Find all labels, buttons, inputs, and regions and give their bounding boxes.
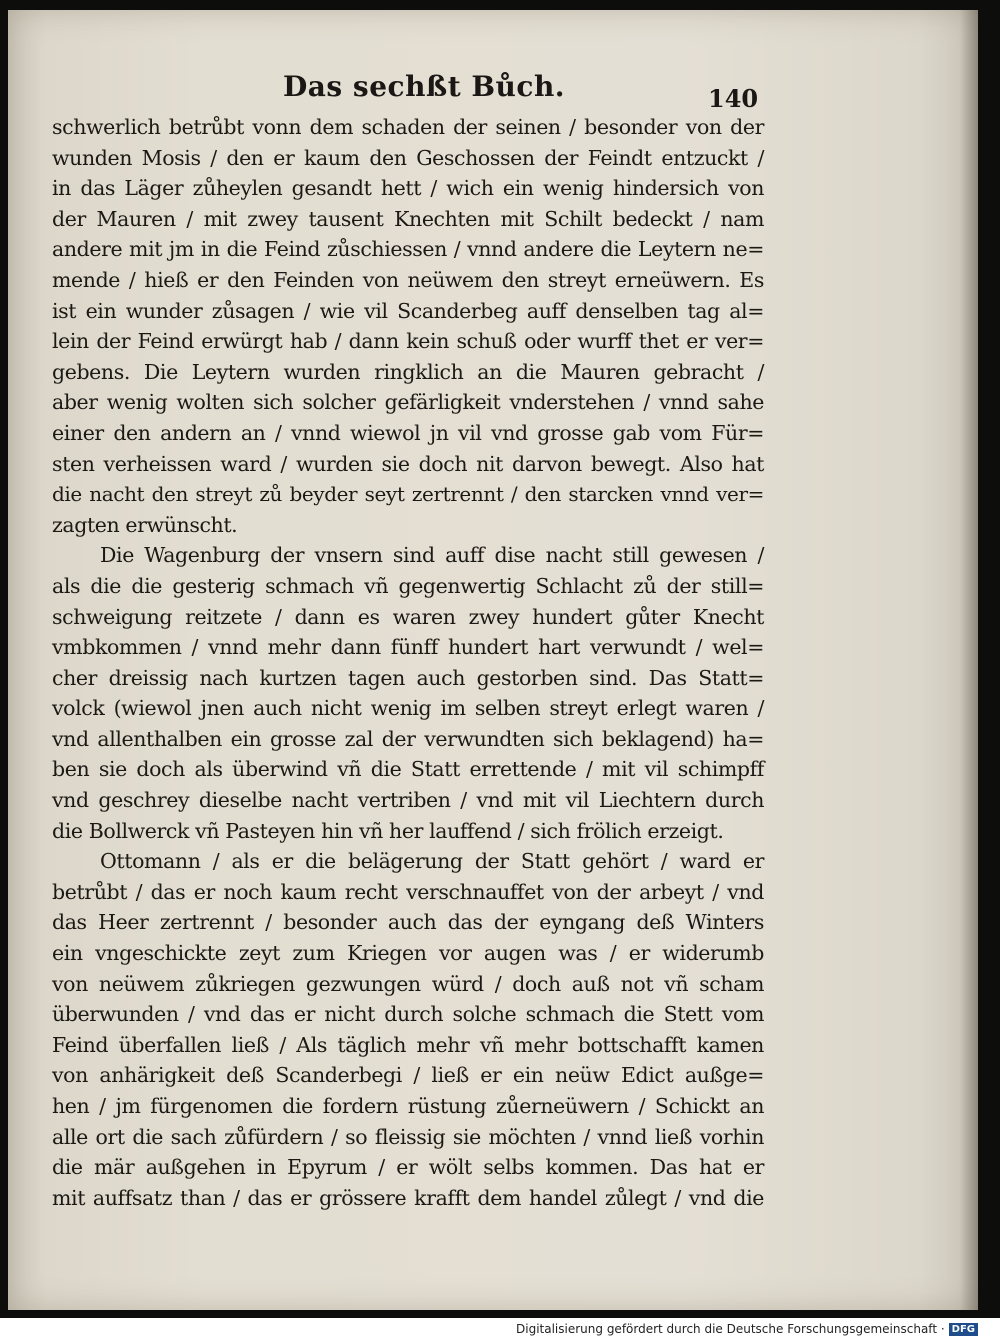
- text-line: betrůbt / das er noch kaum recht verschnauffet von der arbeyt / vnd: [52, 879, 764, 904]
- text-line: lein der Feind erwürgt hab / dann kein schuß oder wurff thet er ver=: [52, 329, 764, 354]
- page-number: 140: [708, 84, 759, 113]
- text-line: ist ein wunder zůsagen / wie vil Scanderbeg auff denselben tag al=: [52, 298, 764, 323]
- text-line: vnd geschrey dieselbe nacht vertriben / vnd mit vil Liechtern durch: [52, 788, 764, 813]
- text-line: volck (wiewol jnen auch nicht wenig im selben streyt erlegt waren /: [52, 696, 764, 721]
- text-line: hen / jm fürgenomen die fordern rüstung zůerneüwern / Schickt an: [52, 1094, 764, 1118]
- footer-credit-text: Digitalisierung gefördert durch die Deutsche Forschungsgemeinschaft ·: [516, 1322, 945, 1336]
- text-line: gebens. Die Leytern wurden ringklich an die Mauren gebracht /: [52, 359, 764, 384]
- text-line: schwerlich betrůbt vonn dem schaden der seinen / besonder von der: [52, 115, 764, 139]
- text-line: wunden Mosis / den er kaum den Geschossen der Feindt entzuckt /: [52, 145, 764, 170]
- text-line: die Bollwerck vñ Pasteyen hin vñ her lauffend / sich frölich erzeigt.: [52, 818, 724, 843]
- text-line: ein vngeschickte zeyt zum Kriegen vor augen was / er widerumb: [52, 941, 764, 966]
- page-edge-shadow: [960, 10, 978, 1310]
- text-line: die nacht den streyt zů beyder seyt zertrennt / den starcken vnnd ver=: [52, 482, 764, 507]
- body-text: [52, 112, 764, 1213]
- text-line: als die die gesterig schmach vñ gegenwertig Schlacht zů der still=: [52, 573, 764, 598]
- text-line: ben sie doch als überwind vñ die Statt errettende / mit vil schimpff: [52, 757, 764, 782]
- text-line: vnd allenthalben ein grosse zal der verwundten sich beklagend) ha=: [52, 726, 764, 751]
- text-line: mit auffsatz than / das er grössere krafft dem handel zůlegt / vnd die: [52, 1185, 764, 1210]
- text-line: das Heer zertrennt / besonder auch das der eyngang deß Winters: [52, 910, 764, 935]
- text-line: schweigung reitzete / dann es waren zwey hundert gůter Knecht: [52, 604, 764, 629]
- text-line: sten verheissen ward / wurden sie doch nit darvon bewegt. Also hat: [52, 451, 764, 476]
- dfg-logo: DFG: [949, 1323, 978, 1336]
- text-line: in das Läger zůheylen gesandt hett / wich ein wenig hindersich von: [52, 176, 764, 201]
- text-line: Ottomann / als er die belägerung der Statt gehört / ward er: [100, 849, 764, 874]
- footer-credit: [516, 1322, 978, 1336]
- text-line: Die Wagenburg der vnsern sind auff dise nacht still gewesen /: [100, 543, 764, 568]
- text-line: vmbkommen / vnnd mehr dann fünff hundert hart verwundt / wel=: [52, 635, 764, 660]
- text-line: Feind überfallen ließ / Als täglich mehr vñ mehr bottschafft kamen: [52, 1032, 764, 1057]
- text-line: cher dreissig nach kurtzen tagen auch gestorben sind. Das Statt=: [52, 665, 764, 690]
- text-line: die mär außgehen in Epyrum / er wölt selbs kommen. Das hat er: [52, 1155, 764, 1180]
- text-line: überwunden / vnd das er nicht durch solche schmach die Stett vom: [52, 1002, 764, 1027]
- text-line: alle ort die sach zůfürdern / so fleissig sie möchten / vnnd ließ vorhin: [52, 1124, 764, 1149]
- text-line: aber wenig wolten sich solcher gefärligkeit vnderstehen / vnnd sahe: [52, 390, 764, 415]
- text-line: andere mit jm in die Feind zůschiessen / vnnd andere die Leytern ne=: [52, 237, 764, 262]
- text-line: von anhärigkeit deß Scanderbegi / ließ er ein neüw Edict außge=: [52, 1063, 764, 1088]
- text-line: zagten erwünscht.: [52, 512, 238, 537]
- text-line: einer den andern an / vnnd wiewol jn vil vnd grosse gab vom Für=: [52, 420, 764, 445]
- text-line: mende / hieß er den Feinden von neüwem den streyt erneüwern. Es: [52, 267, 764, 292]
- text-line: der Mauren / mit zwey tausent Knechten mit Schilt bedeckt / nam: [52, 206, 764, 231]
- running-head: Das sechßt Bůch.: [283, 70, 566, 103]
- text-line: von neüwem zůkriegen gezwungen würd / doch auß not vñ scham: [52, 971, 764, 996]
